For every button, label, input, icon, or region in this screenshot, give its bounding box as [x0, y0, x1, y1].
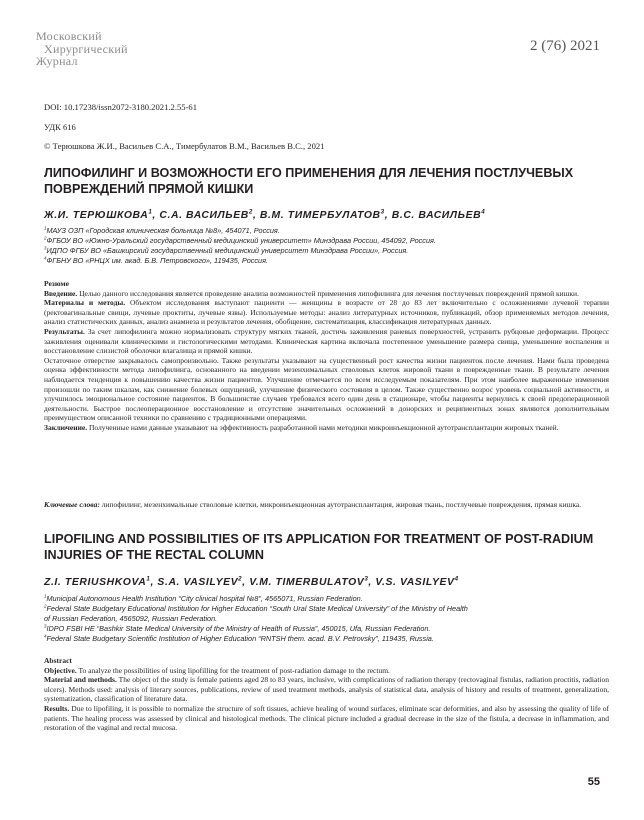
author-name: В.М. ТИМЕРБУЛАТОВ — [259, 210, 381, 221]
affiliations-en — [44, 594, 609, 644]
affiliation: $^4$Federal State Budgetary Scientific Institution of Higher Education “RNTSH them. acad. B.V. Petrovsky”, 119435, Russia. — [44, 633, 434, 643]
doi: DOI: 10.17238/issn2072-3180.2021.2.55-61 — [44, 102, 198, 112]
issue-number: 2 (76) 2021 — [530, 38, 600, 54]
abstract-heading: Abstract — [44, 656, 72, 665]
abstract-methods: Материалы и методы. Объектом исследования выступают пациенти — женщины в возрасте от 28 до 83 лет включительно с осложнениями лучевой терапии (ректовагинальные свищи, лучевые проктиты, лучевые язвы). Используемые методы: анализ литературных источников, публикаций, обзор применяемых методов лечения, анализ статистических данных, анализ анамнеза и результатов лечения, обобщение, систематизация, классификация литературных данных. — [44, 298, 609, 327]
udk: УДК 616 — [44, 122, 76, 132]
abstract-conclusion: Заключение. Полученные нами данные указывают на эффективность разработанной нами методики микроинъекционной аутотрансплантации жировых тканей. — [44, 422, 559, 432]
abstract-heading: Резюме — [44, 279, 69, 288]
abstract-ru — [44, 279, 609, 433]
abstract-en — [44, 656, 609, 733]
affiliation: $^3$ИДПО ФГБУ ВО «Башкирский государственный медицинский университет Минздрава России», Россия. — [44, 245, 409, 255]
affiliation: $^2$ФГБОУ ВО «Южно-Уральский государственный медицинский университет» Минздрава России, 454092, Россия. — [44, 235, 436, 245]
page-number: 55 — [587, 776, 600, 788]
affiliation: $^2$Federal State Budgetary Educational Institution for Higher Education “South Ural State Medical University” of the Ministry of Health — [44, 603, 468, 613]
article-title-ru: ЛИПОФИЛИНГ И ВОЗМОЖНОСТИ ЕГО ПРИМЕНЕНИЯ ДЛЯ ЛЕЧЕНИЯ ПОСТЛУЧЕВЫХ ПОВРЕЖДЕНИЙ ПРЯМОЙ КИШКИ — [44, 166, 574, 196]
author-name: S.A. VASILYEV — [157, 577, 239, 588]
copyright: © Терюшкова Ж.И., Васильев С.А., Тимербулатов В.М., Васильев В.С., 2021 — [44, 141, 325, 151]
abstract-objective: Objective. To analyze the possibilities of using lipofilling for the treatment of post-radiation damage to the rectum. — [44, 665, 390, 675]
journal-name-line-2: Хирургический — [44, 41, 128, 56]
abstract-results: Results. Due to lipofiling, it is possible to normalize the structure of soft tissues, achieve healing of wound surfaces, eliminate scar deformities, and also by assessing the quality of life of patients. The healing process was assessed by clinical and histological methods. The clinical picture included a gradual decrease in the size of the fistula, a decrease in inflammation, and restoration of the vaginal and rectal mucosa. — [44, 703, 609, 733]
author-name: V.S. VASILYEV — [375, 577, 455, 588]
abstract-intro: Введение. Целью данного исследования является проведение анализа возможностей применения липофилинга для лечения постлучевых повреждений прямой кишки. — [44, 288, 579, 298]
affiliation: $^1$Municipal Autonomous Health Institution “City clinical hospital №8”, 4565071, Russian Federation. — [44, 593, 363, 603]
affiliation: of Russian Federation, 4565092, Russian Federation. — [44, 614, 218, 623]
keywords-ru: Ключевые слова: липофилинг, мезенхимальные стволовые клетки, микроинъекционная аутотрансплантация, жировая ткань, постлучевые повреждения, прямая кишка. — [44, 500, 582, 509]
journal-name-line-1: Московский — [36, 29, 102, 43]
abstract-methods: Material and methods. The object of the study is female patients aged 28 to 83 years, inclusive, with complications of radiation therapy (rectovaginal fistulas, radiation proctitis, radiation ulcers). Methods used: analysis of literary sources, publications, review of used treatment methods, analysis of statistical data, analysis of history and results of treatment, generalization, systematization, classification of literature data. — [44, 675, 609, 704]
article-title-en: LIPOFILING AND POSSIBILITIES OF ITS APPLICATION FOR TREATMENT OF POST-RADIUM INJURIES OF THE RECTAL COLUMN — [44, 532, 594, 562]
journal-name-line-3: Журнал — [36, 54, 78, 68]
abstract-results: Результаты. За счет липофилинга можно нормализовать структуру мягких тканей, достичь заживления раневых поверхностей, устранить рубцовые деформации. Процесс заживления оценивали клиническими и гистологическими методами. Клиническая картина включала постепенное уменьшение размера свища, уменьшение воспаления и восстановление слизистой оболочки влагалища и прямой кишки. — [44, 326, 609, 356]
affiliations-ru — [44, 226, 609, 266]
author-name: Ж.И. ТЕРЮШКОВА — [44, 210, 149, 221]
author-name: V.M. TIMERBULATOV — [249, 577, 365, 588]
affiliation: $^4$ФГБНУ ВО «РНЦХ им. акад. Б.В. Петровского», 119435, Россия. — [44, 255, 269, 265]
abstract-results-cont: Остаточное отверстие закрывалось самопроизвольно. Также результаты указывают на существенный рост качества жизни пациенток после лечения. Нами была проведена оценка эффективности метода липофилинга, основанного на введении мезенхимальных стволовых клеток жировой ткани в поврежденные ткани. В результате лечения наблюдается тенденция к повышению качества жизни пациентов. Улучшение отмечается по всем исследуемым показателям. При этом наиболее выраженные изменения произошли по таким шкалам, как снижение болевых ощущений, улучшение физического состояния в целом. Также существенно возрос уровень социальной активности, и улучшилось эмоциональное состояние пациенток. В большинстве случаев требовался всего один день в стационаре, чтобы пациенты вернулись к своей предоперационной деятельности. Быстрое послеоперационное восстановление и отсутствие значительных осложнений в донорских и реципиентных зонах являются дополнительным преимуществом описанной техники по сравнению с традиционными операциями. — [44, 355, 609, 423]
author-name: С.А. ВАСИЛЬЕВ — [159, 210, 249, 221]
author-name: Z.I. TERIUSHKOVA — [44, 577, 147, 588]
authors-ru: Ж.И. ТЕРЮШКОВА$^1$, С.А. ВАСИЛЬЕВ$^2$, В.М. ТИМЕРБУЛАТОВ$^3$, В.С. ВАСИЛЬЕВ$^4$ — [44, 208, 486, 221]
affiliation: $^3$IDPO FSBI HE “Bashkir State Medical University of the Ministry of Health of Russia”, 450015, Ufa, Russian Federation. — [44, 623, 431, 633]
journal-logo — [36, 30, 156, 68]
authors-en: Z.I. TERIUSHKOVA$^1$, S.A. VASILYEV$^2$, V.M. TIMERBULATOV$^3$, V.S. VASILYEV$^4$ — [44, 575, 459, 588]
author-name: В.С. ВАСИЛЬЕВ — [391, 210, 482, 221]
affiliation: $^1$МАУЗ ОЗП «Городская клиническая больница №8», 454071, Россия. — [44, 225, 280, 235]
